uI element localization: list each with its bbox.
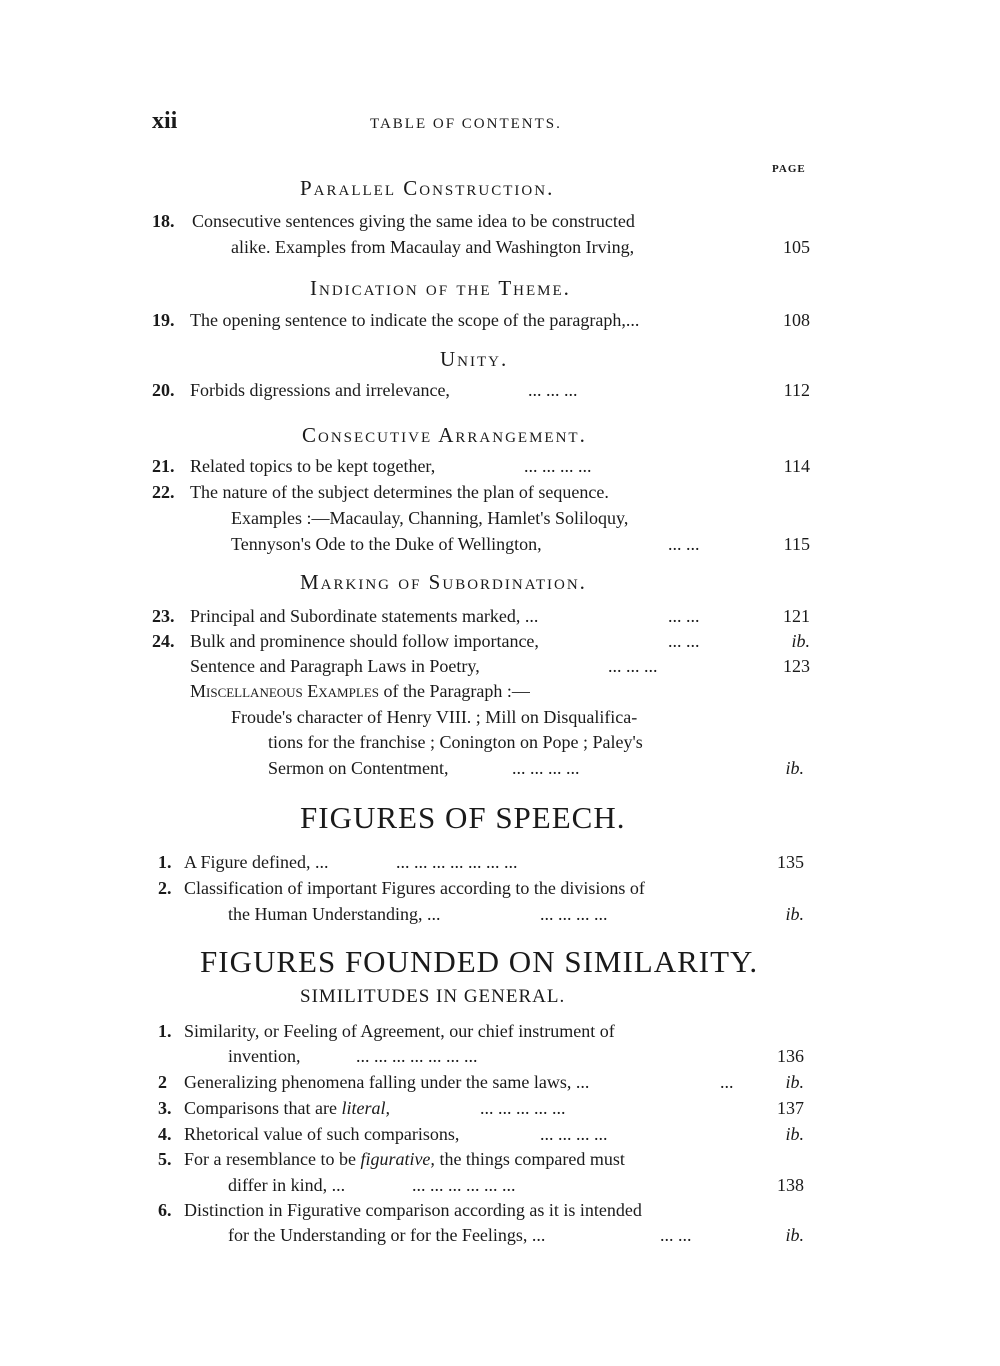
leader-dots: ... ... ... ... bbox=[524, 456, 592, 476]
leader-dots: ... ... bbox=[660, 1225, 692, 1245]
running-head: TABLE OF CONTENTS. bbox=[370, 116, 562, 132]
entry-text: Froude's character of Henry VIII. ; Mill on Disqualifica- bbox=[231, 707, 638, 727]
page-number: ib. bbox=[785, 1124, 804, 1144]
entry-text-part: Comparisons that are bbox=[184, 1098, 337, 1118]
entry-number: 6. bbox=[158, 1200, 172, 1220]
entry-text: the Human Understanding, ... bbox=[228, 904, 441, 924]
leader-dots: ... ... bbox=[668, 534, 700, 554]
entry-number: 4. bbox=[158, 1124, 172, 1144]
leader-dots: ... ... bbox=[668, 631, 700, 651]
entry-text-emphasis: figurative, bbox=[360, 1149, 435, 1169]
entry-text: Consecutive sentences giving the same idea to be constructed bbox=[192, 211, 635, 231]
section-heading-marking: Marking of Subordination. bbox=[300, 570, 587, 594]
entry-text-part: For a resemblance to be bbox=[184, 1149, 356, 1169]
entry-text-part: the things compared must bbox=[439, 1149, 625, 1169]
page-number: ib. bbox=[791, 631, 810, 651]
page-number: 112 bbox=[783, 380, 810, 400]
entry-text: for the Understanding or for the Feelings, ... bbox=[228, 1225, 546, 1245]
subheading-similitudes: SIMILITUDES IN GENERAL. bbox=[300, 986, 566, 1007]
entry-text: Classification of important Figures according to the divisions of bbox=[184, 878, 645, 898]
page-number: ib. bbox=[785, 904, 804, 924]
leader-dots: ... ... ... bbox=[608, 656, 658, 676]
section-heading-unity: Unity. bbox=[440, 347, 509, 371]
entry-text: Generalizing phenomena falling under the same laws, ... bbox=[184, 1072, 590, 1092]
entry-number: 19. bbox=[152, 310, 175, 330]
entry-text: The nature of the subject determines the plan of sequence. bbox=[190, 482, 609, 502]
entry-number: 21. bbox=[152, 456, 175, 476]
entry-text: invention, bbox=[228, 1046, 301, 1066]
entry-number: 3. bbox=[158, 1098, 172, 1118]
page-number: 121 bbox=[783, 606, 810, 626]
entry-number: 24. bbox=[152, 631, 175, 651]
entry-text: Principal and Subordinate statements marked, ... bbox=[190, 606, 539, 626]
misc-label-rest: of the Paragraph :— bbox=[383, 681, 530, 701]
entry-text: Distinction in Figurative comparison according as it is intended bbox=[184, 1200, 642, 1220]
section-heading-theme: Indication of the Theme. bbox=[310, 276, 571, 300]
page-number: 136 bbox=[777, 1046, 804, 1066]
entry-number: 22. bbox=[152, 482, 175, 502]
entry-text bbox=[190, 680, 530, 702]
entry-text: The opening sentence to indicate the scope of the paragraph,... bbox=[190, 310, 640, 330]
entry-text-emphasis: literal, bbox=[341, 1098, 390, 1118]
page-number: 137 bbox=[777, 1098, 804, 1118]
page-number: 135 bbox=[777, 852, 804, 872]
section-heading-consecutive: Consecutive Arrangement. bbox=[302, 423, 587, 447]
entry-text: Rhetorical value of such comparisons, bbox=[184, 1124, 460, 1144]
leader-dots: ... ... ... bbox=[528, 380, 578, 400]
entry-text: Similarity, or Feeling of Agreement, our chief instrument of bbox=[184, 1021, 615, 1041]
entry-number: 18. bbox=[152, 211, 175, 231]
leader-dots: ... ... ... ... bbox=[540, 904, 608, 924]
entry-text: Related topics to be kept together, bbox=[190, 456, 436, 476]
page-number: 138 bbox=[777, 1175, 804, 1195]
entry-number: 23. bbox=[152, 606, 175, 626]
entry-number: 5. bbox=[158, 1149, 172, 1169]
entry-text: Tennyson's Ode to the Duke of Wellington, bbox=[231, 534, 542, 554]
page-number: ib. bbox=[785, 1072, 804, 1092]
leader-dots: ... ... ... ... ... bbox=[480, 1098, 566, 1118]
part-heading-figures: FIGURES OF SPEECH. bbox=[300, 800, 626, 835]
entry-number: 1. bbox=[158, 1021, 172, 1041]
entry-text bbox=[184, 1097, 390, 1119]
entry-text: differ in kind, ... bbox=[228, 1175, 346, 1195]
entry-text: Forbids digressions and irrelevance, bbox=[190, 380, 450, 400]
entry-number: 2. bbox=[158, 878, 172, 898]
entry-number: 1. bbox=[158, 852, 172, 872]
misc-label: Miscellaneous Examples bbox=[190, 681, 379, 701]
entry-text: Examples :—Macaulay, Channing, Hamlet's Soliloquy, bbox=[231, 508, 629, 528]
entry-text: Bulk and prominence should follow importance, bbox=[190, 631, 539, 651]
page-number: 115 bbox=[783, 534, 810, 554]
entry-text: alike. Examples from Macaulay and Washington Irving, bbox=[231, 237, 635, 257]
entry-text bbox=[184, 1148, 625, 1170]
page-number: ib. bbox=[785, 758, 804, 778]
entry-text: Sermon on Contentment, bbox=[268, 758, 449, 778]
leader-dots: ... bbox=[720, 1072, 734, 1092]
leader-dots: ... ... ... ... ... ... ... bbox=[356, 1046, 478, 1066]
page-number: 123 bbox=[783, 656, 810, 676]
entry-number: 20. bbox=[152, 380, 175, 400]
leader-dots: ... ... ... ... bbox=[540, 1124, 608, 1144]
section-heading-parallel: Parallel Construction. bbox=[300, 176, 555, 200]
leader-dots: ... ... bbox=[668, 606, 700, 626]
page-number: 114 bbox=[783, 456, 810, 476]
entry-text: tions for the franchise ; Conington on Pope ; Paley's bbox=[268, 732, 643, 752]
page-number: 108 bbox=[783, 310, 810, 330]
leader-dots: ... ... ... ... bbox=[512, 758, 580, 778]
entry-text: Sentence and Paragraph Laws in Poetry, bbox=[190, 656, 480, 676]
part-heading-similarity: FIGURES FOUNDED ON SIMILARITY. bbox=[200, 944, 759, 979]
leader-dots: ... ... ... ... ... ... bbox=[412, 1175, 516, 1195]
page-column-label: PAGE bbox=[772, 163, 806, 175]
page-folio: xii bbox=[152, 108, 178, 134]
entry-text: A Figure defined, ... bbox=[184, 852, 329, 872]
leader-dots: ... ... ... ... ... ... ... bbox=[396, 852, 518, 872]
entry-number: 2 bbox=[158, 1072, 167, 1092]
page-number: ib. bbox=[785, 1225, 804, 1245]
page-number: 105 bbox=[783, 237, 810, 257]
